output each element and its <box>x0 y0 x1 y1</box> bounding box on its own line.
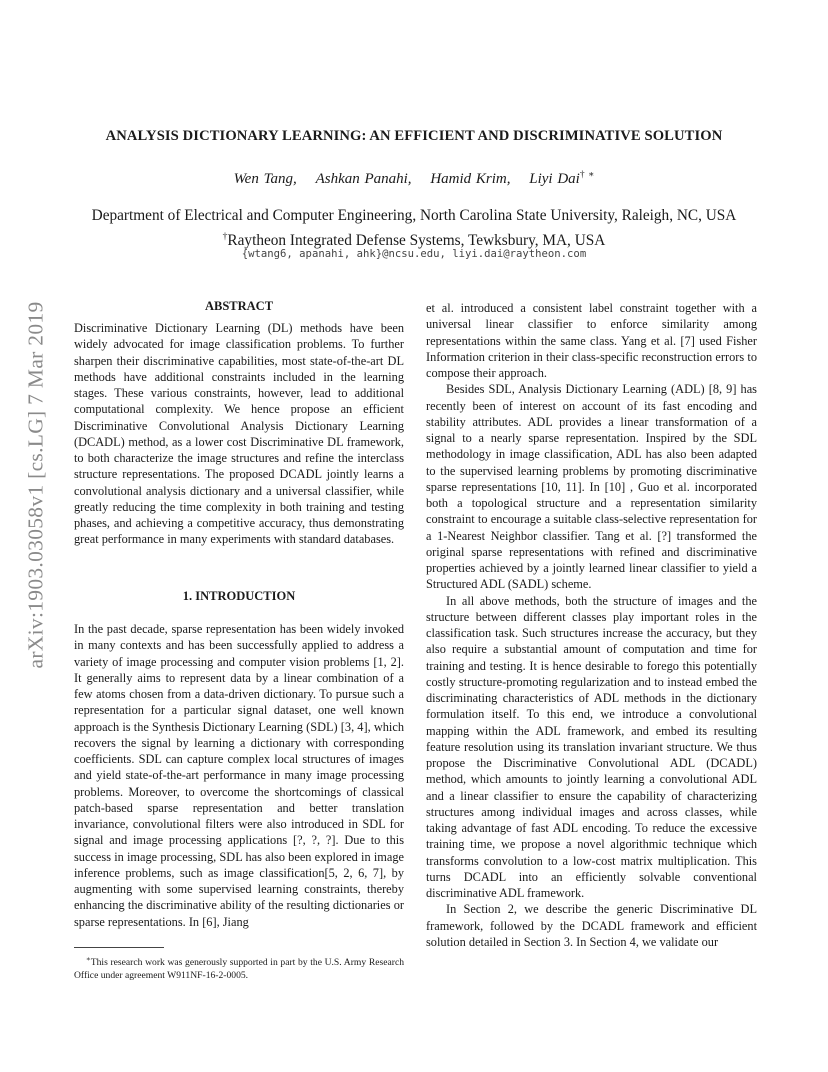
author-ashkan-panahi: Ashkan Panahi, <box>315 171 412 187</box>
introduction-left-column <box>74 621 404 930</box>
dagger-mark: † <box>222 231 228 242</box>
author-liyi-dai <box>529 171 594 187</box>
abstract-text: Discriminative Dictionary Learning (DL) methods have been widely advocated for image classification problems. To further sharpen their discriminative capabilities, most state-of-the-art DL methods have additional constraints included in the learning stages. These various constraints, however, lead to additional computational complexity. We hence propose an efficient Discriminative Convolutional Analysis Dictionary Learning (DCADL) method, as a lower cost Discriminative DL framework, to both characterize the image structures and refine the interclass structure representations. The proposed DCADL jointly learns a convolutional analysis dictionary and a universal classifier, while greatly reducing the time complexity in both training and testing phases, and achieving a competitive accuracy, thus demonstrating great performance in many experiments with standard databases. <box>74 321 404 547</box>
abstract-body <box>74 320 404 548</box>
footnote-text: This research work was generously supported in part by the U.S. Army Research Office under agreement W911NF-16-2-0005. <box>74 957 404 982</box>
footnote <box>74 953 404 982</box>
intro-paragraph-1: In the past decade, sparse representation has been widely invoked in many contexts and has been successfully applied to address a variety of image processing and computer vision problems [1, 2]. It generally aims to represent data by a linear combination of a few atoms chosen from a data-driven dictionary. To pursue such a representation for a particular signal dataset, one well known approach is the Synthesis Dictionary Learning (SDL) [3, 4], which recovers the signal by learning a dictionary with corresponding coefficients. SDL can capture complex local structures of images and yield state-of-the-art performance in many image processing problems. Moreover, to overcome the shortcomings of classical patch-based sparse representation and better translation invariance, convolutional filters were also introduced in SDL for signal and image processing applications [?, ?, ?]. Due to this success in image processing, SDL has also been explored in image inference problems, such as image classification[5, 2, 6, 7], by augmenting with some supervised learning constraints, thereby enhancing the discriminative ability of the resulting dictionaries or sparse representations. In [6], Jiang <box>74 622 404 929</box>
author-hamid-krim: Hamid Krim, <box>430 171 511 187</box>
affiliations <box>60 206 768 251</box>
affiliation-ncsu: Department of Electrical and Computer Engineering, North Carolina State University, Raleigh, NC, USA <box>91 207 737 224</box>
intro-paragraph-1-continued: et al. introduced a consistent label constraint together with a universal linear classifier to enforce similarity among representations within the same class. Yang et al. [7] used Fisher Information criterion in their class-specific reconstruction errors to compose their approach. <box>426 301 757 380</box>
paper-title: ANALYSIS DICTIONARY LEARNING: AN EFFICIENT AND DISCRIMINATIVE SOLUTION <box>105 128 723 144</box>
author-list <box>60 169 768 188</box>
author-emails: {wtang6, apanahi, ahk}@ncsu.edu, liyi.dai@raytheon.com <box>241 248 587 260</box>
author-footnote-marks: † ∗ <box>579 170 595 180</box>
introduction-right-column <box>426 300 757 950</box>
intro-paragraph-2: Besides SDL, Analysis Dictionary Learning (ADL) [8, 9] has recently been of interest on account of its fast encoding and stability attributes. ADL provides a linear transformation of a signal to a nearly sparse representation. Inspired by the SDL methodology in image classification, ADL has also been adapted to the supervised learning problems by promoting discriminative sparse representations [10, 11]. In [10] , Guo et al. incorporated both a topological structure and a representation similarity constraint to encourage a suitable class-selective representation for a 1-Nearest Neighbor classifier. Tang et al. [?] transformed the original sparse representations with refined and discriminative properties achieved by a jointly learned linear classifier to yield a Structured ADL (SADL) scheme. <box>426 382 757 592</box>
author-liyi-dai-name: Liyi Dai <box>529 171 580 187</box>
introduction-heading: 1. INTRODUCTION <box>182 589 296 603</box>
arxiv-identifier[interactable]: arXiv:1903.03058v1 [cs.LG] 7 Mar 2019 <box>23 301 48 669</box>
intro-paragraph-3: In all above methods, both the structure of images and the structure between different classes play important roles in the classification task. Such structures increase the accuracy, but they also require a substantial amount of computation and time for training and testing. It is hence desirable to forego this potentially costly structure-promoting regularization and to instead embed the discriminating characteristics of ADL methods in the dictionary formulation itself. To this end, we introduce a convolutional mapping within the ADL framework, and embed its resulting feature resolution using its translation invariant structure. We thus propose the Discriminative Convolutional ADL (DCADL) method, which amounts to jointly learning a convolutional ADL and a linear classifier to ensure the capability of characterizing structures among individual images and across classes, while taking advantage of fast ADL encoding. To reduce the excessive training time, we propose a novel algorithmic technique which transforms convolution to a low-cost matrix multiplication. This turns DCADL into an efficiently solvable conventional discriminative ADL framework. <box>426 593 757 900</box>
footnote-rule <box>74 947 164 948</box>
affiliation-raytheon-text: Raytheon Integrated Defense Systems, Tewksbury, MA, USA <box>227 231 606 249</box>
author-wen-tang: Wen Tang, <box>233 171 297 187</box>
arxiv-sidebar-stamp <box>14 290 58 680</box>
abstract-heading: ABSTRACT <box>204 299 274 313</box>
intro-paragraph-4: In Section 2, we describe the generic Discriminative DL framework, followed by the DCADL framework and efficient solution detailed in Section 3. In Section 4, we validate our <box>426 902 757 949</box>
footnote-mark: ∗ <box>86 955 91 963</box>
